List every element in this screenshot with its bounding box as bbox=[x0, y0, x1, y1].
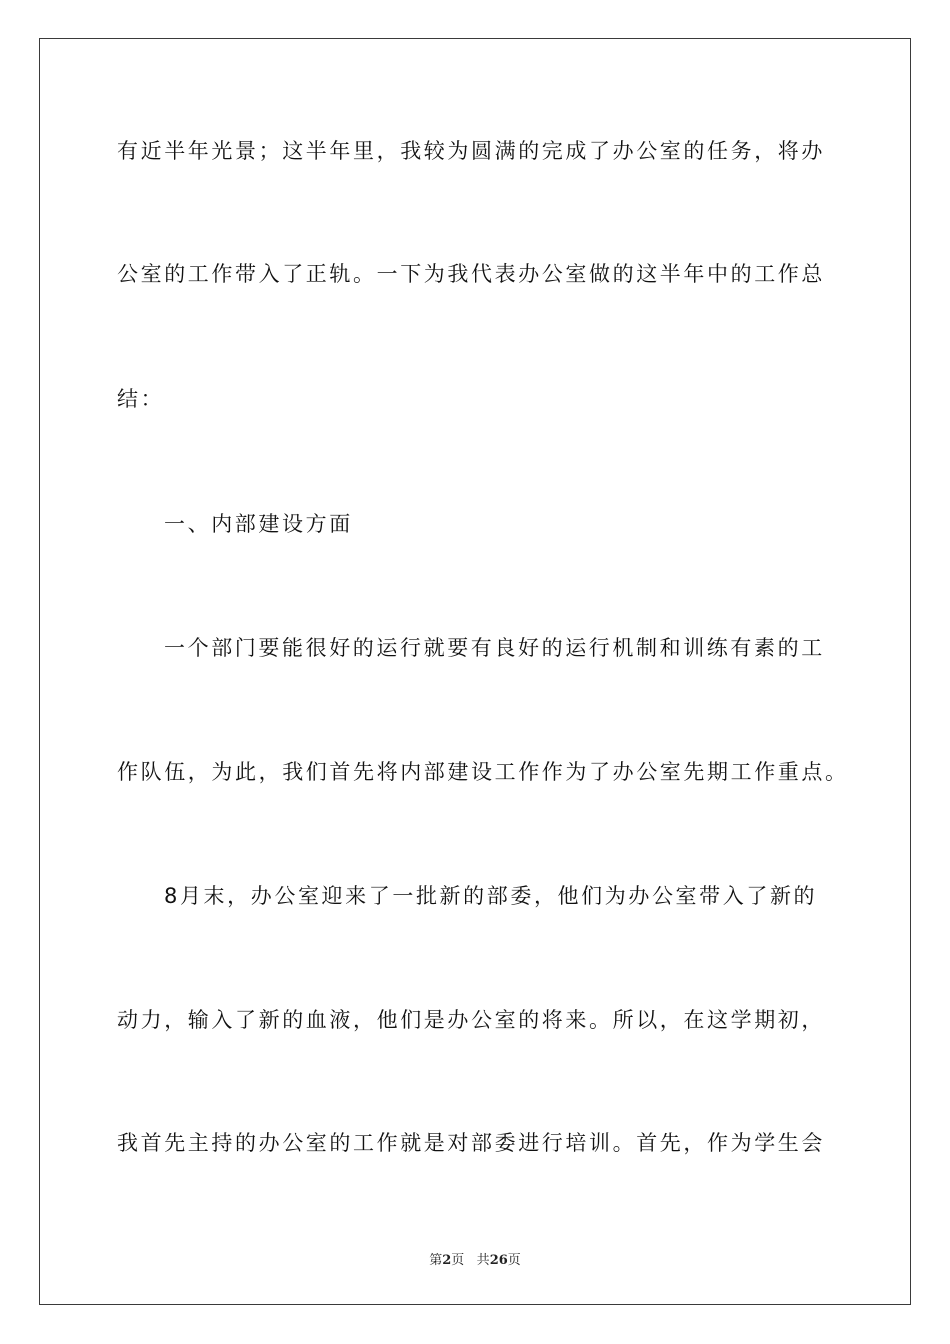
body-text-line-5: 一个部门要能很好的运行就要有良好的运行机制和训练有素的工 bbox=[164, 636, 825, 660]
page-footer bbox=[0, 1249, 950, 1268]
body-text-line-8: 动力，输入了新的血液，他们是办公室的将来。所以，在这学期初， bbox=[117, 1008, 825, 1032]
body-text-line-6: 作队伍，为此，我们首先将内部建设工作作为了办公室先期工作重点。 bbox=[117, 760, 849, 784]
total-pages: 26 bbox=[489, 1253, 508, 1268]
page-prefix: 第 bbox=[429, 1253, 443, 1268]
body-text-line-9: 我首先主持的办公室的工作就是对部委进行培训。首先，作为学生会 bbox=[117, 1131, 825, 1155]
total-prefix: 共 bbox=[476, 1253, 490, 1268]
body-text-line-1: 有近半年光景；这半年里，我较为圆满的完成了办公室的任务，将办 bbox=[117, 139, 825, 163]
section-heading: 一、内部建设方面 bbox=[164, 512, 353, 536]
total-suffix: 页 bbox=[507, 1253, 521, 1268]
page-suffix: 页 bbox=[451, 1253, 465, 1268]
page-border bbox=[39, 38, 911, 1305]
body-text-line-2: 公室的工作带入了正轨。一下为我代表办公室做的这半年中的工作总 bbox=[117, 262, 825, 286]
page-number: 2 bbox=[442, 1253, 452, 1268]
body-text-line-3: 结： bbox=[117, 387, 165, 411]
body-text-line-7: 8月末，办公室迎来了一批新的部委，他们为办公室带入了新的 bbox=[164, 884, 818, 908]
